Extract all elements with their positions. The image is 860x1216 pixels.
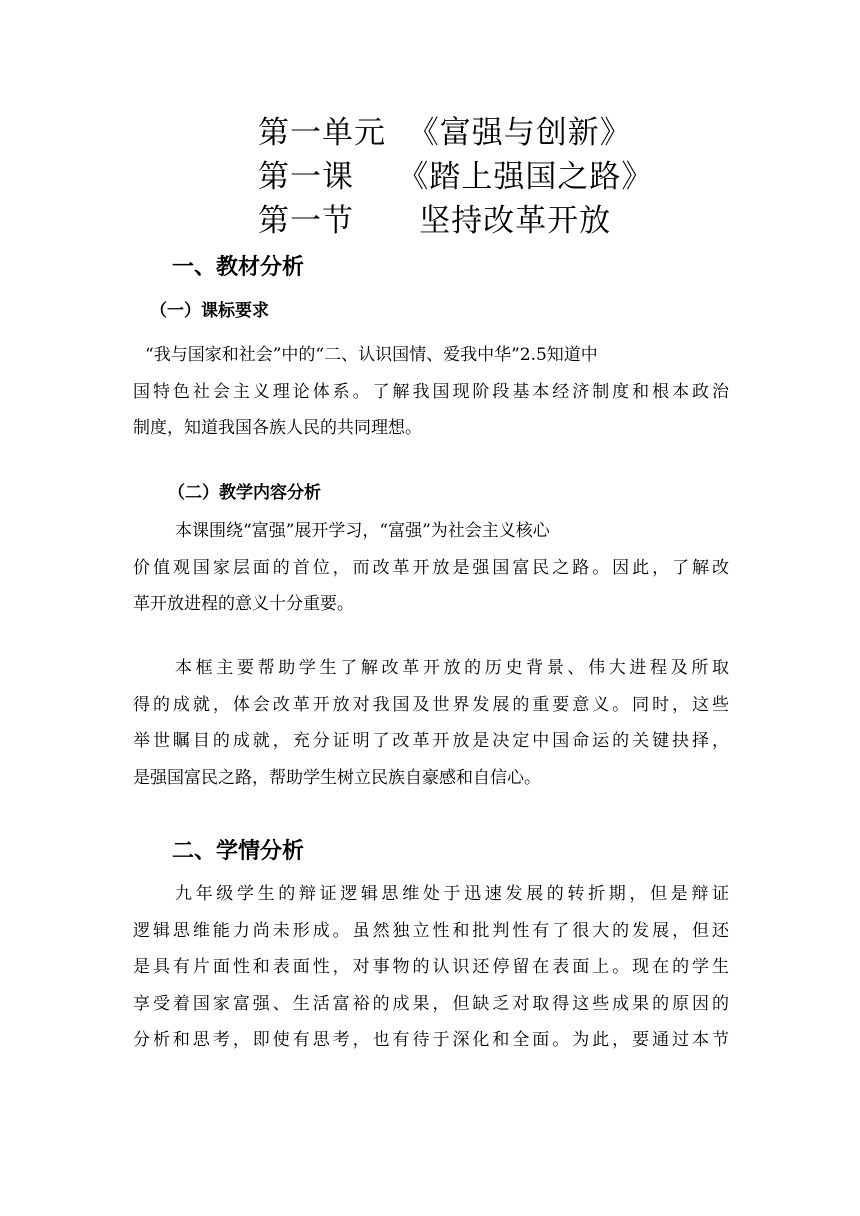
heading-textbook-analysis: 一、教材分析 [172,255,305,280]
unit-title: 第一单元 《富强与创新》 [258,115,632,151]
lesson-title: 第一课 《踏上强国之路》 [258,159,654,195]
text-line: 得的成就，体会改革开放对我国及世界发展的重要意义。同时，这些 [133,694,729,715]
text-line: 价值观国家层面的首位，而改革开放是强国富民之路。因此，了解改 [133,557,729,578]
text-line: 分析和思考，即使有思考，也有待于深化和全面。为此，要通过本节 [133,1030,729,1050]
paragraph-content-analysis-2 [133,650,729,796]
text-line: 九年级学生的辩证逻辑思维处于迅速发展的转折期，但是辩证 [175,884,729,904]
section-title: 第一节 坚持改革开放 [258,203,612,239]
text-line: 享受着国家富强、生活富裕的成果，但缺乏对取得这些成果的原因的 [133,993,729,1014]
text-line: 本课围绕“富强”展开学习，“富强”为社会主义核心 [175,521,550,541]
text-line: 举世瞩目的成就，充分证明了改革开放是决定中国命运的关键抉择， [133,731,729,751]
text-line: 革开放进程的意义十分重要。 [133,594,354,614]
subheading-content-analysis: （二）教学内容分析 [168,483,321,503]
heading-learner-analysis: 二、学情分析 [172,839,305,864]
paragraph-curriculum-requirements [133,337,729,447]
text-line: 是强国富民之路，帮助学生树立民族自豪感和自信心。 [133,767,541,788]
paragraph-learner-analysis [133,876,729,1059]
text-line: 是具有片面性和表面性，对事物的认识还停留在表面上。现在的学生 [133,957,729,977]
text-line: 本框主要帮助学生了解改革开放的历史背景、伟大进程及所取 [175,658,729,678]
text-line: “我与国家和社会”中的“二、认识国情、爱我中华”2.5知道中 [145,345,598,365]
paragraph-content-analysis-1 [133,513,729,623]
text-line: 国特色社会主义理论体系。了解我国现阶段基本经济制度和根本政治 [133,381,729,402]
text-line: 制度，知道我国各族人民的共同理想。 [133,418,422,438]
subheading-curriculum-requirements: （一）课标要求 [150,301,269,321]
text-line: 逻辑思维能力尚未形成。虽然独立性和批判性有了很大的发展，但还 [133,920,729,941]
